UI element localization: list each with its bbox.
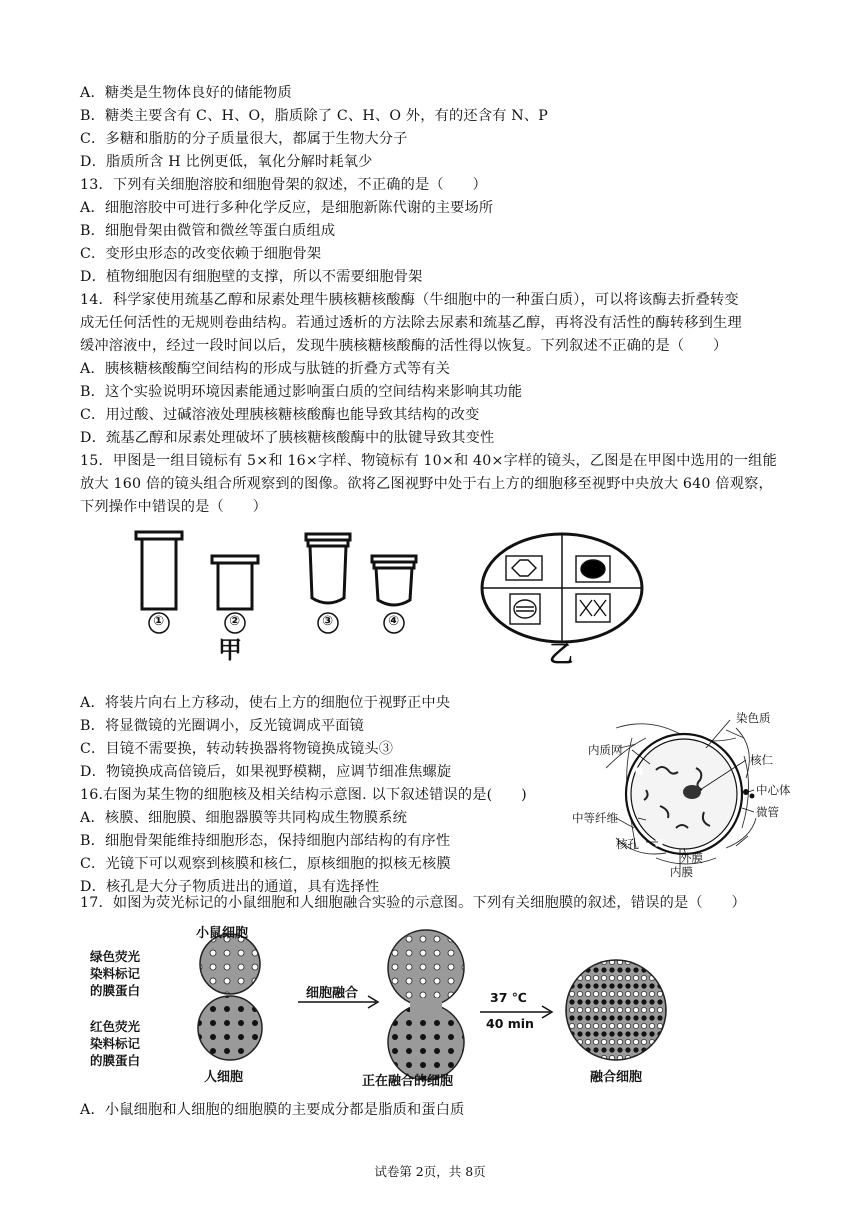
label-red-2: 染料标记: [90, 1036, 141, 1051]
q15-stem-line1: 15．甲图是一组目镜标有 5×和 16×字样、物镜标有 10×和 40×字样的镜头，乙图是在甲图中选用的一组能: [80, 453, 777, 469]
label-human-cell: 人细胞: [204, 1070, 244, 1085]
q14-stem-line3: 缓冲溶液中，经过一段时间以后，发现牛胰核糖核酸酶的活性得以恢复。下列叙述不正确的是（ ）: [80, 338, 728, 354]
lens-2-body: [218, 563, 252, 609]
q13-option-b: B．细胞骨架由微管和微丝等蛋白质组成: [80, 223, 336, 239]
label-centrosome: 中心体: [756, 783, 791, 797]
q13-option-c: C．变形虫形态的改变依赖于细胞骨架: [80, 246, 322, 262]
q14-stem-line2: 成无任何活性的无规则卷曲结构。若通过透析的方法除去尿素和巯基乙醇，再将没有活性的酶转移到生理: [80, 315, 742, 331]
label-fusing-cell: 正在融合的细胞: [362, 1074, 454, 1089]
q15-option-c: C．目镜不需要换，转动转换器将物镜换成镜头③: [80, 741, 394, 757]
q16-option-a: A．核膜、细胞膜、细胞器膜等共同构成生物膜系统: [80, 810, 407, 826]
q14-stem-line1: 14．科学家使用巯基乙醇和尿素处理牛胰核糖核酸酶（牛细胞中的一种蛋白质），可以将该酶去折叠转变: [80, 292, 739, 308]
q13-option-a: A．细胞溶胶中可进行多种化学反应，是细胞新陈代谢的主要场所: [80, 200, 494, 216]
fusing-cell-bottom: [388, 1004, 464, 1080]
figure-yi-caption: 乙: [549, 640, 573, 668]
lens-drawing: [120, 528, 460, 658]
q16-option-b: B．细胞骨架能维持细胞形态，保持细胞内部结构的有序性: [80, 833, 451, 849]
q15-option-d: D．物镜换成高倍镜后，如果视野模糊，应调节细准焦螺旋: [80, 764, 452, 780]
label-er: 内质网: [588, 743, 623, 757]
label-red-1: 红色荧光: [90, 1019, 141, 1034]
label-fused-cell: 融合细胞: [590, 1070, 643, 1085]
label-microtubule: 微管: [756, 805, 779, 819]
q12-option-d: D．脂质所含 H 比例更低，氧化分解时耗氧少: [80, 154, 373, 170]
label-green-1: 绿色荧光: [90, 949, 141, 964]
cell-bottom-left: [510, 594, 540, 624]
cell-top-right: [576, 556, 610, 582]
cell-fusion-drawing: [80, 918, 680, 1088]
label-chromatin: 染色质: [736, 711, 771, 725]
label-mouse-cell: 小鼠细胞: [196, 926, 249, 941]
label-red-3: 的膜蛋白: [90, 1053, 141, 1068]
label-nuclear-pore: 核孔: [616, 837, 639, 851]
lens-label-3: ③: [322, 614, 334, 629]
cell-bottom-right: [576, 594, 610, 622]
q14-option-c: C．用过酸、过碱溶液处理胰核糖核酸酶也能导致其结构的改变: [80, 407, 480, 423]
figure-nucleus: [572, 708, 806, 879]
q12-option-b: B．糖类主要含有 C、H、O，脂质除了 C、H、O 外，有的还含有 N、P: [80, 108, 549, 124]
q14-option-b: B．这个实验说明环境因素能通过影响蛋白质的空间结构来影响其功能: [80, 384, 523, 400]
label-temperature: 37 ℃: [490, 990, 527, 1005]
figure-cell-fusion: [80, 918, 680, 1088]
q13-option-d: D．植物细胞因有细胞壁的支撑，所以不需要细胞骨架: [80, 269, 423, 285]
q12-option-a: A．糖类是生物体良好的储能物质: [80, 85, 292, 101]
lens-1-body: [142, 539, 176, 609]
lens-label-2: ②: [229, 614, 241, 629]
mouse-cell: [200, 934, 260, 994]
label-nucleolus: 核仁: [750, 753, 773, 767]
lens-4-body: [376, 568, 412, 605]
figure-jia-caption: 甲: [218, 636, 242, 664]
q17-stem: 17．如图为荧光标记的小鼠细胞和人细胞融合实验的示意图。下列有关细胞膜的叙述，错误的是（ ）: [80, 895, 746, 911]
label-green-3: 的膜蛋白: [90, 983, 141, 998]
q12-option-c: C．多糖和脂肪的分子质量很大，都属于生物大分子: [80, 131, 408, 147]
lens-3-body: [310, 546, 346, 603]
q15-option-a: A．将装片向右上方移动，使右上方的细胞位于视野正中央: [80, 695, 451, 711]
q15-stem-line3: 下列操作中错误的是（ ）: [80, 499, 268, 515]
fused-cell: [566, 960, 666, 1060]
q13-stem: 13．下列有关细胞溶胶和细胞骨架的叙述，不正确的是（ ）: [80, 177, 487, 193]
q16-stem: 16.右图为某生物的细胞核及相关结构示意图. 以下叙述错误的是( ): [80, 787, 527, 803]
lens-label-4: ④: [388, 614, 400, 629]
label-cell-fusion: 细胞融合: [306, 986, 359, 1001]
q16-option-d: D．核孔是大分子物质进出的通道，具有选择性: [80, 879, 380, 895]
q14-option-a: A．胰核糖核酸酶空间结构的形成与肽链的折叠方式等有关: [80, 361, 451, 377]
human-cell: [198, 996, 262, 1060]
q16-option-c: C．光镜下可以观察到核膜和核仁，原核细胞的拟核无核膜: [80, 856, 451, 872]
figure-jia: [120, 528, 460, 658]
q15-stem-line2: 放大 160 倍的镜头组合所观察到的图像。欲将乙图视野中处于右上方的细胞移至视野中央放大 640 倍观察，: [80, 476, 773, 492]
label-inner-membrane: 内膜: [670, 865, 693, 879]
page-footer: 试卷第 2页，共 8页: [374, 1164, 486, 1179]
label-green-2: 染料标记: [90, 966, 141, 981]
label-intermediate-filament: 中等纤维: [572, 811, 618, 825]
q17-option-a: A．小鼠细胞和人细胞的细胞膜的主要成分都是脂质和蛋白质: [80, 1102, 465, 1118]
label-time: 40 min: [486, 1016, 534, 1031]
q15-option-b: B．将显微镜的光圈调小，反光镜调成平面镜: [80, 718, 364, 734]
fusing-cell-top: [388, 930, 464, 1006]
lens-label-1: ①: [153, 614, 165, 629]
label-outer-membrane: 外膜: [680, 851, 703, 865]
cell-top-left: [506, 556, 542, 580]
q14-option-d: D．巯基乙醇和尿素处理破坏了胰核糖核酸酶中的肽键导致其变性: [80, 430, 495, 446]
